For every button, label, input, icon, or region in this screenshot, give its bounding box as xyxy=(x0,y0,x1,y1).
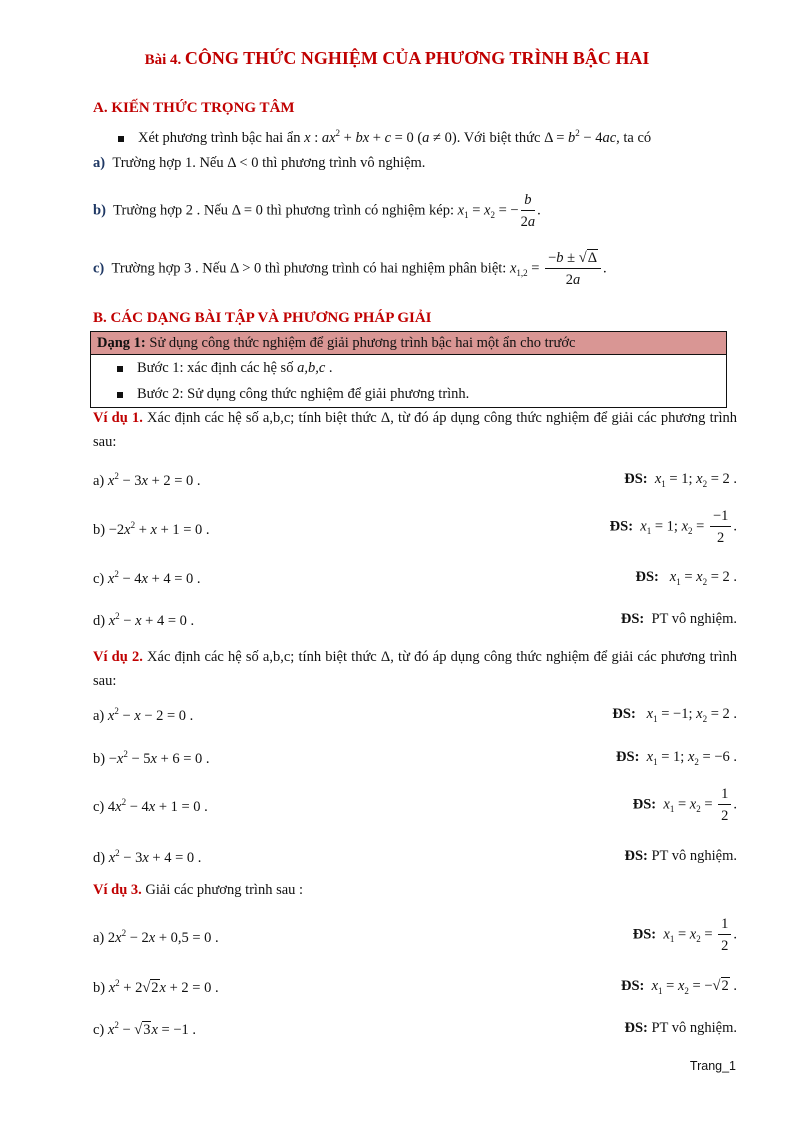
ex2-problem-c: c) $4x^2 - 4x + 1 = 0$ . xyxy=(93,797,208,815)
step-1: Bước 1: xác định các hệ số a,b,c . xyxy=(91,355,726,381)
method-box-header: Dạng 1: Sử dụng công thức nghiệm để giải phương trình bậc hai một ẩn cho trước xyxy=(91,332,726,355)
lesson-title: CÔNG THỨC NGHIỆM CỦA PHƯƠNG TRÌNH BẬC HAI xyxy=(184,48,650,68)
example-1-intro: Ví dụ 1. Xác định các hệ số a,b,c; tính biệt thức Δ, từ đó áp dụng công thức nghiệm để giải các phương trình sau: xyxy=(93,410,737,450)
example-3-intro: Ví dụ 3. Giải các phương trình sau : xyxy=(93,882,304,898)
ex2-answer-d: ĐS: PT vô nghiệm. xyxy=(624,848,737,864)
ex1-answer-d: ĐS: PT vô nghiệm. xyxy=(620,611,737,627)
ex2-answer-c: ĐS: $x_1 = x_2$ = $\frac{1}{2}$ . xyxy=(632,786,737,824)
intro-line: Xét phương trình bậc hai ẩn x : $ax^2$ + bx + c = 0 (a ≠ 0). Với biệt thức $\Delta = b^2 - 4ac$, ta có xyxy=(118,128,651,147)
ex3-problem-b: b) $x^2 + 2√2x + 2 = 0$ . xyxy=(93,978,219,996)
ex1-answer-c: ĐS: $x_1 = x_2 = 2$ . xyxy=(635,569,737,587)
ex3-problem-c: c) $x^2 - √3x = -1$ . xyxy=(93,1020,197,1038)
case-c: c) Trường hợp 3 . Nếu Δ > 0 thì phương trình có hai nghiệm phân biệt: $x_{1,2}$ = $\frac{-b \pm √\Delta}{2a}$ . xyxy=(93,250,607,288)
example-2-intro: Ví dụ 2. Xác định các hệ số a,b,c; tính biệt thức Δ, từ đó áp dụng công thức nghiệm để giải các phương trình sau: xyxy=(93,649,737,689)
page-title xyxy=(0,48,794,69)
ex3-answer-a: ĐS: $x_1 = x_2$ = $\frac{1}{2}$ . xyxy=(632,916,737,954)
ex3-answer-c: ĐS: PT vô nghiệm. xyxy=(624,1020,737,1036)
case-b: b) Trường hợp 2 . Nếu Δ = 0 thì phương trình có nghiệm kép: $x_1 = x_2$ = − $\frac{b}{2a}$ . xyxy=(93,192,541,230)
ex2-answer-a: ĐS: $x_1 = -1$; $x_2 = 2$ . xyxy=(612,706,737,724)
bullet-icon xyxy=(118,136,124,142)
ex2-problem-d: d) $x^2 - 3x + 4 = 0$ . xyxy=(93,848,202,866)
ex2-answer-b: ĐS: $x_1 = 1$; $x_2 = -6$ . xyxy=(616,749,737,767)
ex1-problem-d: d) $x^2 - x + 4 = 0$ . xyxy=(93,611,195,629)
bullet-icon xyxy=(117,392,123,398)
ex1-answer-b: ĐS: $x_1 = 1$; $x_2$ = $\frac{-1}{2}$ . xyxy=(609,508,737,546)
ex1-problem-c: c) $x^2 - 4x + 4 = 0$ . xyxy=(93,569,201,587)
ex1-answer-a: ĐS: $x_1 = 1$; $x_2 = 2$ . xyxy=(624,471,737,489)
ex2-problem-b: $b) -x^2 - 5x + 6 = 0$ . xyxy=(93,749,210,767)
lesson-number: Bài 4. xyxy=(144,52,182,68)
ex3-problem-a: a) $2x^2 - 2x + 0,5 = 0$ . xyxy=(93,928,219,946)
case-a: a) Trường hợp 1. Nếu Δ < 0 thì phương trình vô nghiệm. xyxy=(93,155,426,171)
ex1-problem-a: a) $x^2 - 3x + 2 = 0$ . xyxy=(93,471,201,489)
ex1-problem-b: $b) -2x^2 + x + 1 = 0$ . xyxy=(93,520,210,538)
ex3-answer-b: ĐS: $x_1 = x_2 = -√2$ . xyxy=(620,978,737,996)
section-a-heading: A. KIẾN THỨC TRỌNG TÂM xyxy=(93,100,295,116)
bullet-icon xyxy=(117,366,123,372)
ex2-problem-a: a) $x^2 - x - 2 = 0$ . xyxy=(93,706,194,724)
method-box xyxy=(90,331,727,408)
section-b-heading: B. CÁC DẠNG BÀI TẬP VÀ PHƯƠNG PHÁP GIẢI xyxy=(93,310,432,326)
step-2: Bước 2: Sử dụng công thức nghiệm để giải phương trình. xyxy=(91,381,726,407)
page-number: Trang_1 xyxy=(689,1059,736,1073)
